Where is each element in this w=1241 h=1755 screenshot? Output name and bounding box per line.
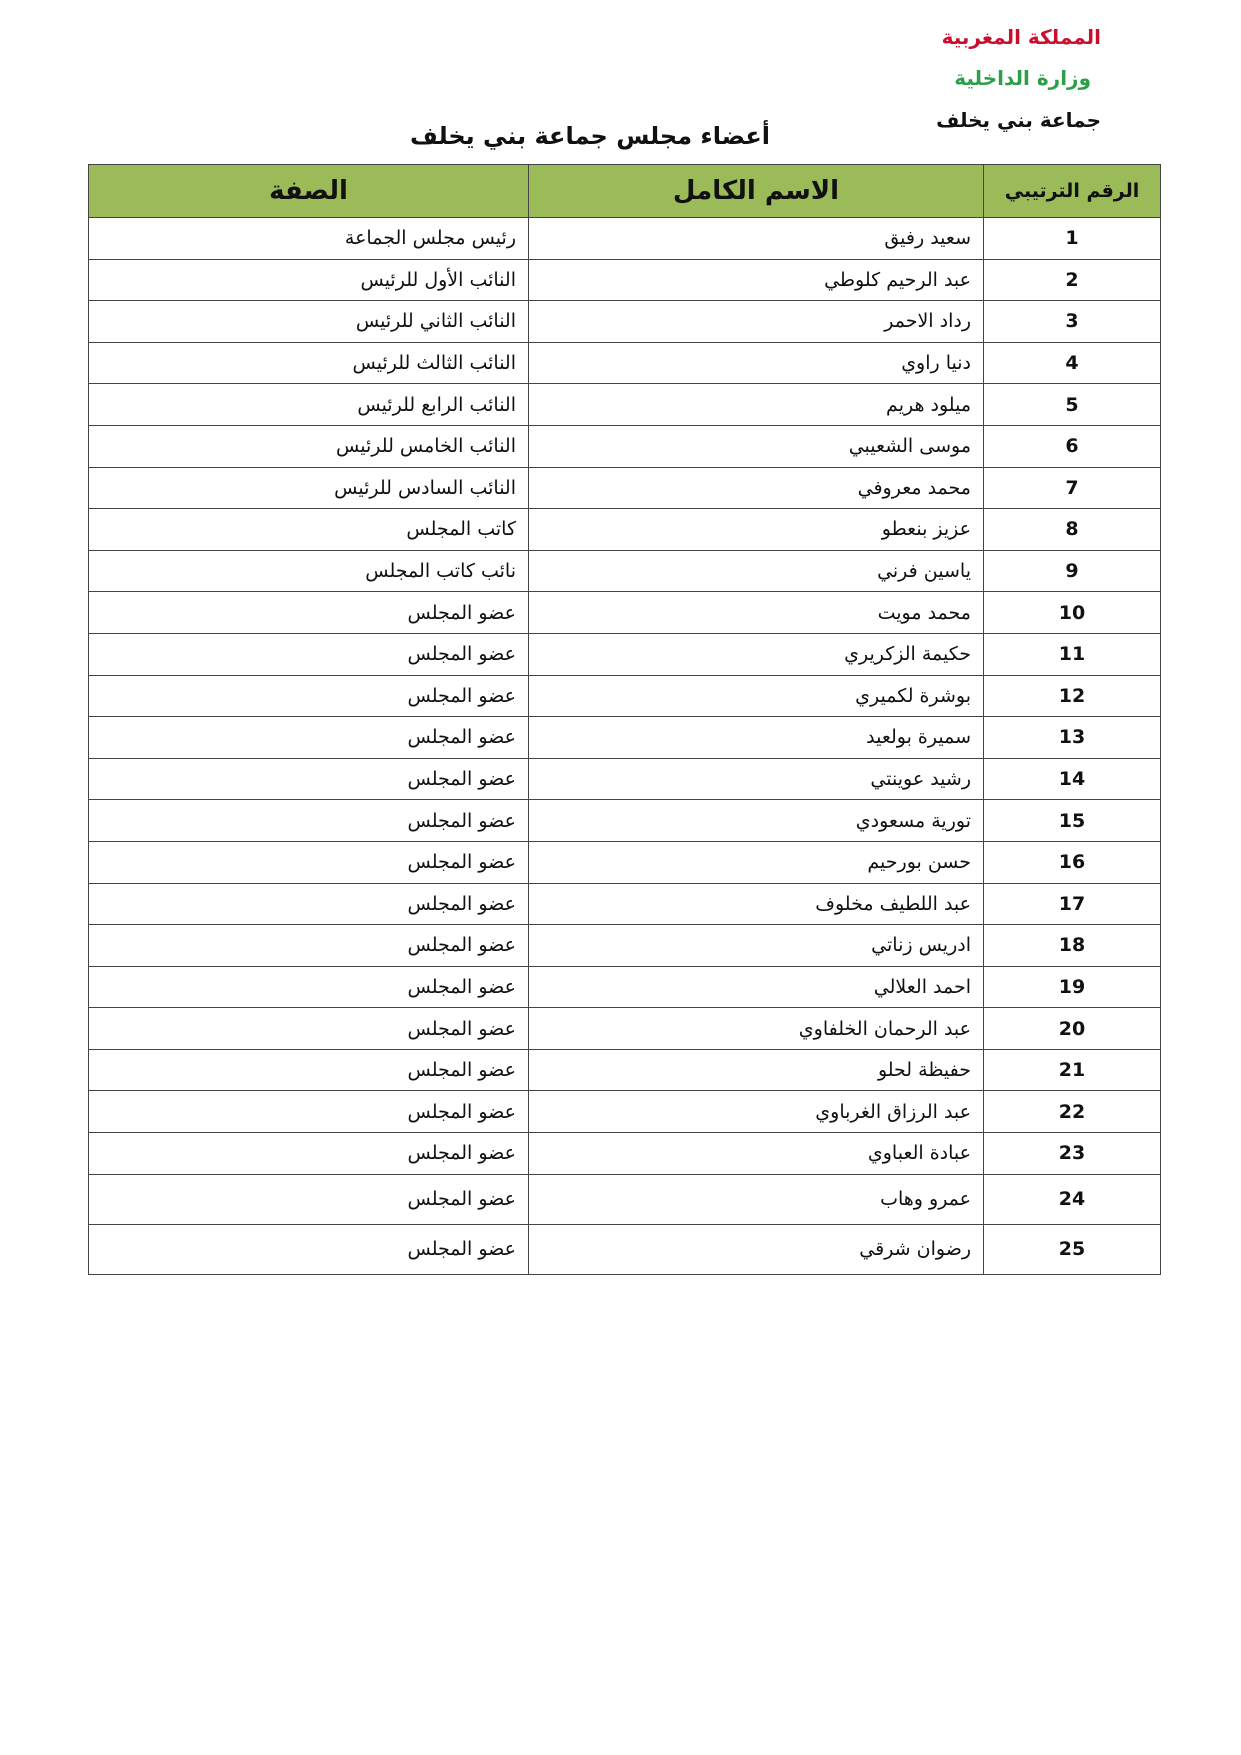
member-number: 24 <box>984 1174 1161 1224</box>
member-role: عضو المجلس <box>89 1091 529 1133</box>
member-name: رداد الاحمر <box>529 301 984 343</box>
table-row <box>89 1091 1161 1133</box>
member-number: 25 <box>984 1224 1161 1274</box>
member-name: عمرو وهاب <box>529 1174 984 1224</box>
member-role: عضو المجلس <box>89 633 529 675</box>
member-number: 20 <box>984 1008 1161 1050</box>
member-name: بوشرة لكميري <box>529 675 984 717</box>
member-number: 13 <box>984 717 1161 759</box>
member-name: حسن بورحيم <box>529 841 984 883</box>
member-number: 8 <box>984 509 1161 551</box>
member-name: حكيمة الزكريري <box>529 633 984 675</box>
member-number: 18 <box>984 925 1161 967</box>
member-role: عضو المجلس <box>89 1049 529 1091</box>
table-row <box>89 966 1161 1008</box>
member-name: ميلود هريم <box>529 384 984 426</box>
member-number: 11 <box>984 633 1161 675</box>
member-role: عضو المجلس <box>89 758 529 800</box>
table-row <box>89 1224 1161 1274</box>
member-name: تورية مسعودي <box>529 800 984 842</box>
member-name: موسى الشعيبي <box>529 425 984 467</box>
member-name: ياسين فرني <box>529 550 984 592</box>
member-number: 9 <box>984 550 1161 592</box>
member-role: عضو المجلس <box>89 717 529 759</box>
table-row <box>89 633 1161 675</box>
member-name: احمد العلالي <box>529 966 984 1008</box>
member-role: النائب الأول للرئيس <box>89 259 529 301</box>
table-row <box>89 1049 1161 1091</box>
table-row <box>89 1174 1161 1224</box>
table-row <box>89 301 1161 343</box>
ministry-label: وزارة الداخلية <box>954 66 1091 90</box>
table-header <box>89 165 1161 218</box>
table-row <box>89 592 1161 634</box>
member-number: 14 <box>984 758 1161 800</box>
member-name: عبادة العباوي <box>529 1133 984 1175</box>
member-role: عضو المجلس <box>89 841 529 883</box>
member-role: عضو المجلس <box>89 800 529 842</box>
header-row <box>89 165 1161 218</box>
member-number: 12 <box>984 675 1161 717</box>
header-role: الصفة <box>89 165 529 218</box>
member-role: عضو المجلس <box>89 883 529 925</box>
member-name: سميرة بولعيد <box>529 717 984 759</box>
header-number: الرقم الترتيبي <box>984 165 1161 218</box>
member-name: عبد الرزاق الغرباوي <box>529 1091 984 1133</box>
member-role: عضو المجلس <box>89 675 529 717</box>
table-row <box>89 675 1161 717</box>
member-number: 19 <box>984 966 1161 1008</box>
member-name: رضوان شرقي <box>529 1224 984 1274</box>
table-row <box>89 717 1161 759</box>
member-name: عزيز بنعطو <box>529 509 984 551</box>
kingdom-label: المملكة المغربية <box>941 25 1101 49</box>
member-role: النائب الخامس للرئيس <box>89 425 529 467</box>
member-number: 10 <box>984 592 1161 634</box>
member-number: 6 <box>984 425 1161 467</box>
commune-label: جماعة بني يخلف <box>936 108 1101 132</box>
member-role: كاتب المجلس <box>89 509 529 551</box>
member-number: 21 <box>984 1049 1161 1091</box>
member-role: عضو المجلس <box>89 966 529 1008</box>
member-number: 15 <box>984 800 1161 842</box>
table-row <box>89 883 1161 925</box>
member-role: النائب الثالث للرئيس <box>89 342 529 384</box>
member-role: النائب الثاني للرئيس <box>89 301 529 343</box>
table-row <box>89 550 1161 592</box>
member-role: عضو المجلس <box>89 1174 529 1224</box>
member-role: عضو المجلس <box>89 925 529 967</box>
member-name: عبد اللطيف مخلوف <box>529 883 984 925</box>
table-row <box>89 259 1161 301</box>
table-row <box>89 1133 1161 1175</box>
member-role: رئيس مجلس الجماعة <box>89 218 529 260</box>
table-row <box>89 342 1161 384</box>
table-row <box>89 1008 1161 1050</box>
member-number: 5 <box>984 384 1161 426</box>
member-number: 22 <box>984 1091 1161 1133</box>
member-role: عضو المجلس <box>89 1133 529 1175</box>
document-title: أعضاء مجلس جماعة بني يخلف <box>410 122 770 150</box>
member-number: 3 <box>984 301 1161 343</box>
table-row <box>89 800 1161 842</box>
member-role: عضو المجلس <box>89 1224 529 1274</box>
table-row <box>89 467 1161 509</box>
member-name: ادريس زناتي <box>529 925 984 967</box>
member-name: سعيد رفيق <box>529 218 984 260</box>
table-row <box>89 758 1161 800</box>
member-number: 2 <box>984 259 1161 301</box>
member-role: عضو المجلس <box>89 592 529 634</box>
table-row <box>89 509 1161 551</box>
table-row <box>89 384 1161 426</box>
member-name: محمد معروفي <box>529 467 984 509</box>
header-name: الاسم الكامل <box>529 165 984 218</box>
member-role: النائب الرابع للرئيس <box>89 384 529 426</box>
member-name: محمد مويت <box>529 592 984 634</box>
member-number: 7 <box>984 467 1161 509</box>
table-body <box>89 218 1161 1275</box>
table-row <box>89 218 1161 260</box>
table-row <box>89 841 1161 883</box>
table-row <box>89 425 1161 467</box>
member-name: حفيظة لحلو <box>529 1049 984 1091</box>
member-name: عبد الرحمان الخلفاوي <box>529 1008 984 1050</box>
member-name: دنيا راوي <box>529 342 984 384</box>
member-number: 1 <box>984 218 1161 260</box>
member-role: النائب السادس للرئيس <box>89 467 529 509</box>
member-number: 17 <box>984 883 1161 925</box>
member-role: نائب كاتب المجلس <box>89 550 529 592</box>
member-number: 4 <box>984 342 1161 384</box>
member-name: عبد الرحيم كلوطي <box>529 259 984 301</box>
member-name: رشيد عوينتي <box>529 758 984 800</box>
table-row <box>89 925 1161 967</box>
member-role: عضو المجلس <box>89 1008 529 1050</box>
members-table <box>88 164 1161 1275</box>
member-number: 16 <box>984 841 1161 883</box>
member-number: 23 <box>984 1133 1161 1175</box>
